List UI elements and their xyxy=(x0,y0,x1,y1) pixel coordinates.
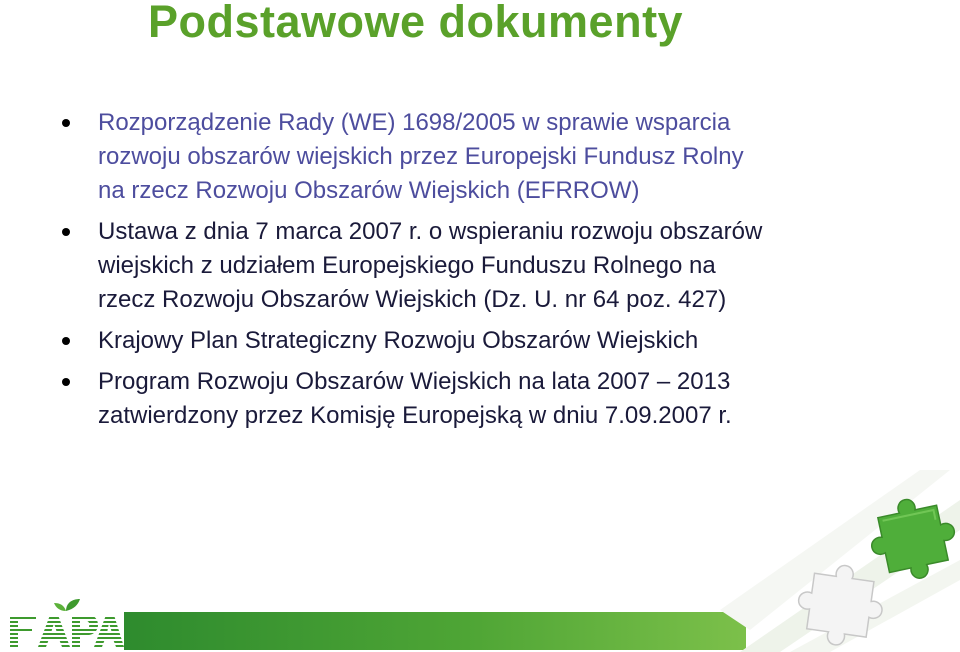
puzzle-pieces-icon xyxy=(720,470,960,652)
bullet-icon xyxy=(62,337,70,345)
fapa-logo-icon xyxy=(6,597,124,649)
bullet-icon xyxy=(62,228,70,236)
bullet-icon xyxy=(62,378,70,386)
list-item xyxy=(62,106,922,208)
list-item xyxy=(62,365,922,433)
footer-bar xyxy=(124,612,746,650)
document-list xyxy=(62,106,922,440)
slide-title: Podstawowe dokumenty xyxy=(148,0,684,47)
list-item-text: Ustawa z dnia 7 marca 2007 r. o wspieraniu rozwoju obszarów wiejskich z udziałem Europejskiego Funduszu Rolnego na rzecz Rozwoju Obszarów Wiejskich (Dz. U. nr 64 poz. 427) xyxy=(98,218,763,313)
bullet-icon xyxy=(62,119,70,127)
list-item xyxy=(62,324,922,358)
list-item xyxy=(62,215,922,317)
list-item-text: Rozporządzenie Rady (WE) 1698/2005 w sprawie wsparcia rozwoju obszarów wiejskich przez Europejski Fundusz Rolny na rzecz Rozwoju Obszarów Wiejskich (EFRROW) xyxy=(98,109,744,204)
list-item-text: Krajowy Plan Strategiczny Rozwoju Obszarów Wiejskich xyxy=(98,327,699,354)
list-item-text: Program Rozwoju Obszarów Wiejskich na lata 2007 – 2013 zatwierdzony przez Komisję Europejską w dniu 7.09.2007 r. xyxy=(98,368,732,429)
